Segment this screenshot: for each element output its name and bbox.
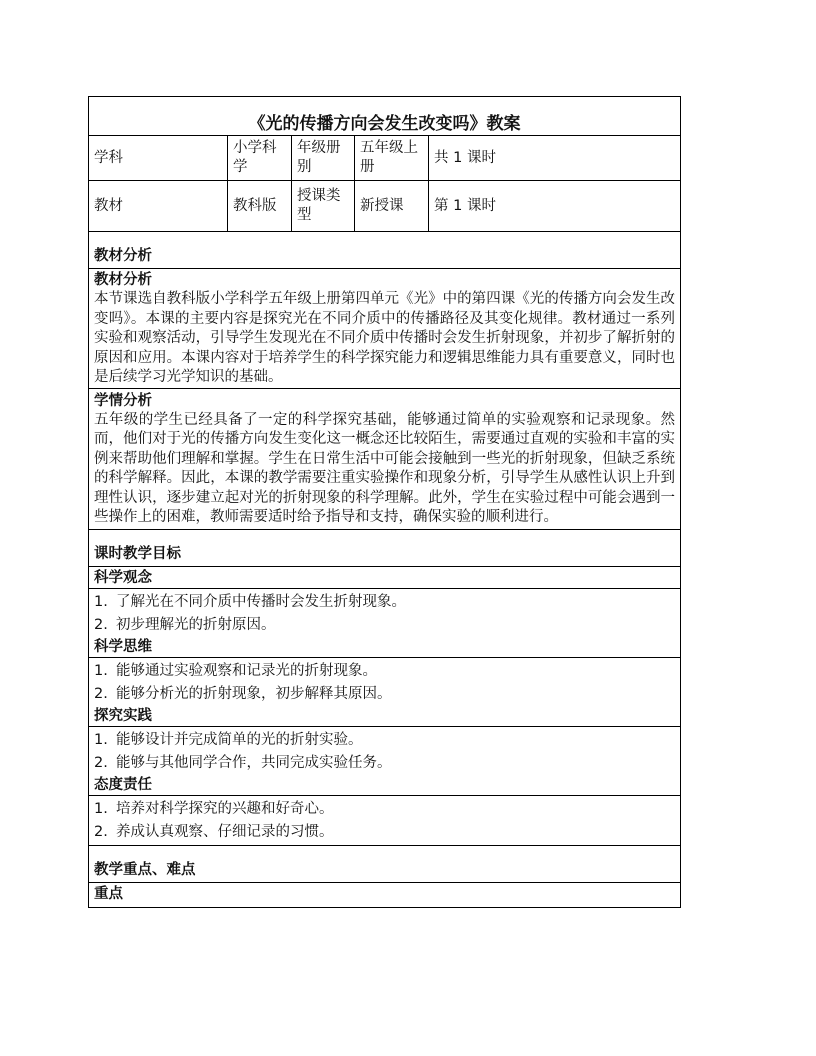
item-text: 了解光在不同介质中传播时会发生折射现象。 [116,593,406,610]
item-number: 1. [94,593,108,610]
textbook-analysis-text: 本节课选自教科版小学科学五年级上册第四单元《光》中的第四课《光的传播方向会发生改变吗》。本课的主要内容是探究光在不同介质中的传播路径及其变化规律。教材通过一系列实验和观察活动，引导学生发现光在不同介质中传播时会发生折射现象，并初步了解折射的原因和应用。本课内容对于培养学生的科学探究能力和逻辑思维能力具有重要意义，同时也是后续学习光学知识的基础。 [94,291,676,385]
section-heading-keypoints: 教学重点、难点 [89,845,681,882]
document-title: 《光的传播方向会发生改变吗》教案 [89,97,681,136]
objective-group-heading: 探究实践 [94,707,152,724]
item-text: 能够设计并完成简单的光的折射实验。 [116,731,363,748]
keypoints-subheading: 重点 [89,882,681,907]
info-row-subject [89,136,681,181]
textbook-analysis-heading: 教材分析 [94,272,152,288]
lesson-type-value: 新授课 [355,181,429,232]
item-number: 2. [94,823,108,840]
item-text: 初步理解光的折射原因。 [116,616,276,633]
objective-group-heading: 科学观念 [94,569,152,586]
item-number: 1. [94,800,108,817]
section-heading-analysis: 教材分析 [89,232,681,269]
lesson-plan-document [88,96,680,942]
item-text: 养成认真观察、仔细记录的习惯。 [116,823,334,840]
objective-group-heading: 科学思维 [94,638,152,655]
objective-item [89,726,680,752]
info-row-textbook [89,181,681,232]
lesson-number: 第 1 课时 [429,181,681,232]
objective-item [94,683,675,706]
subject-label: 学科 [89,136,228,181]
subject-value: 小学科学 [228,136,292,181]
item-number: 2. [94,685,108,702]
objective-item [89,588,680,614]
item-text: 能够分析光的折射现象，初步解释其原因。 [116,685,392,702]
item-number: 1. [94,662,108,679]
objectives-block [89,566,681,845]
objective-item [94,752,675,775]
item-text: 能够通过实验观察和记录光的折射现象。 [116,662,377,679]
section-heading-objectives: 课时教学目标 [89,529,681,566]
grade-label: 年级册别 [292,136,355,181]
objective-item [89,795,680,821]
objective-item [89,657,680,683]
objective-item [94,614,675,637]
item-text: 培养对科学探究的兴趣和好奇心。 [116,800,334,817]
textbook-value: 教科版 [228,181,292,232]
item-number: 1. [94,731,108,748]
item-number: 2. [94,616,108,633]
student-analysis-heading: 学情分析 [89,388,680,411]
item-text: 能够与其他同学合作，共同完成实验任务。 [116,754,392,771]
lesson-type-label: 授课类型 [292,181,355,232]
lesson-plan-table [88,96,681,908]
item-number: 2. [94,754,108,771]
textbook-label: 教材 [89,181,228,232]
student-analysis-text: 五年级的学生已经具备了一定的科学探究基础，能够通过简单的实验观察和记录现象。然而，他们对于光的传播方向发生变化这一概念还比较陌生，需要通过直观的实验和丰富的实例来帮助他们理解和掌握。学生在日常生活中可能会接触到一些光的折射现象，但缺乏系统的科学解释。因此，本课的教学需要注重实验操作和现象分析，引导学生从感性认识上升到理性认识，逐步建立起对光的折射现象的科学理解。此外，学生在实验过程中可能会遇到一些操作上的困难，教师需要适时给予指导和支持，确保实验的顺利进行。 [94,411,676,525]
total-lessons: 共 1 课时 [429,136,681,181]
objective-group-heading: 态度责任 [94,776,152,793]
grade-value: 五年级上册 [355,136,429,181]
analysis-block [89,269,681,530]
objective-item [94,821,675,844]
